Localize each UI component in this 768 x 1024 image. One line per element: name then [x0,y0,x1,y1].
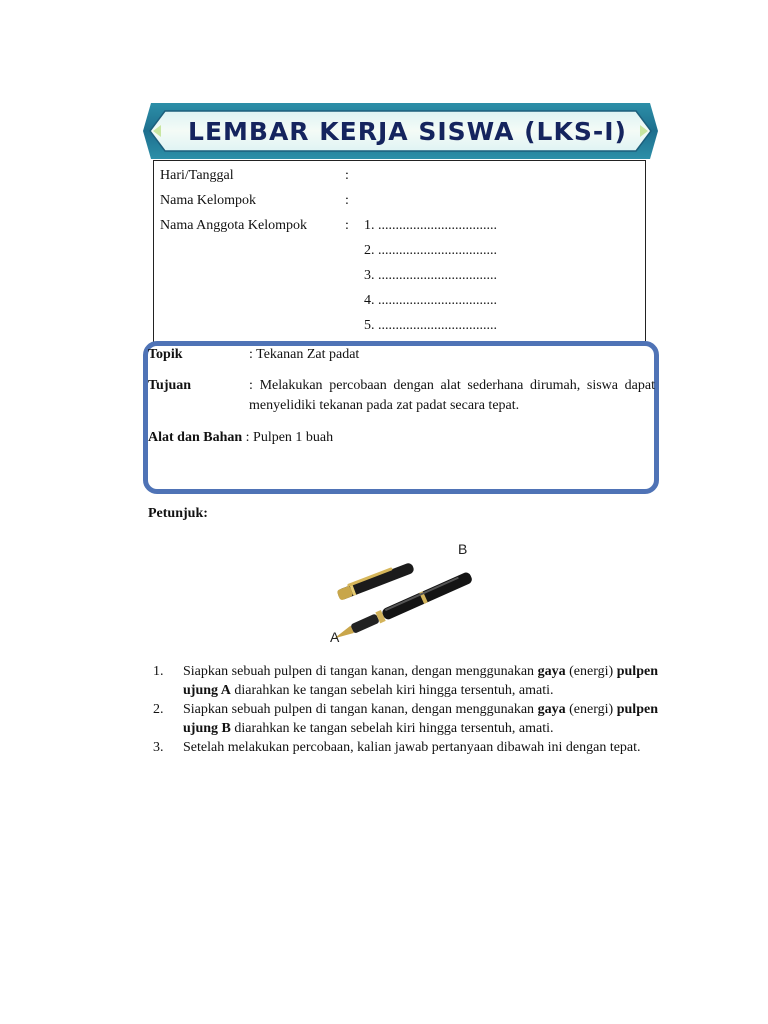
member-line-4: 4. .................................. [364,293,497,308]
pen-label-b: B [458,541,468,557]
field-label-date: Hari/Tanggal [160,168,234,183]
member-line-2: 2. .................................. [364,243,497,258]
step-text: (energi) [565,702,617,717]
info-box [143,341,659,494]
materials-value: : Pulpen 1 buah [242,430,334,445]
materials-row [148,428,333,448]
field-colon: : [345,218,349,233]
materials-label: Alat dan Bahan [148,430,243,445]
objective-value: : Melakukan percobaan dengan alat sederhana dirumah, siswa dapat menyelidiki tekanan pada zat padat secara tepat. [249,378,655,413]
field-label-members: Nama Anggota Kelompok [160,218,307,233]
step-text: (energi) [565,664,617,679]
member-line-3: 3. .................................. [364,268,497,283]
title-banner [143,103,658,159]
step-text: Siapkan sebuah pulpen di tangan kanan, dengan menggunakan [183,664,538,679]
step-text: diarahkan ke tangan sebelah kiri hingga tersentuh, amati. [230,721,554,736]
list-item [153,662,658,700]
identity-table [153,160,646,345]
step-bold: pulpen ujung A [183,664,658,698]
field-colon: : [345,193,349,208]
list-number: 2. [153,702,164,717]
topic-value: : Tekanan Zat padat [249,347,360,362]
list-number: 3. [153,740,164,755]
step-text: diarahkan ke tangan sebelah kiri hingga tersentuh, amati. [230,683,554,698]
pen-illustration [318,538,493,653]
pen-image [318,538,493,648]
list-item [153,700,658,738]
member-line-1: 1. .................................. [364,218,497,233]
page-title: LEMBAR KERJA SISWA (LKS-I) [188,116,627,146]
step-text: Siapkan sebuah pulpen di tangan kanan, dengan menggunakan [183,702,538,717]
list-number: 1. [153,664,164,679]
step-bold: pulpen ujung B [183,702,658,736]
pen-cap [336,560,415,601]
field-colon: : [345,168,349,183]
step-text: Setelah melakukan percobaan, kalian jawab pertanyaan dibawah ini dengan tepat. [183,740,641,755]
member-line-5: 5. .................................. [364,318,497,333]
pen-label-a: A [330,629,340,645]
pen-body [332,571,474,643]
step-bold: gaya [537,702,566,717]
objective-label: Tujuan [148,378,192,393]
instruction-list [153,662,658,757]
instructions-heading: Petunjuk: [148,506,208,521]
step-bold: gaya [537,664,566,679]
topic-label: Topik [148,347,183,362]
field-label-group-name: Nama Kelompok [160,193,257,208]
list-item [153,738,658,757]
